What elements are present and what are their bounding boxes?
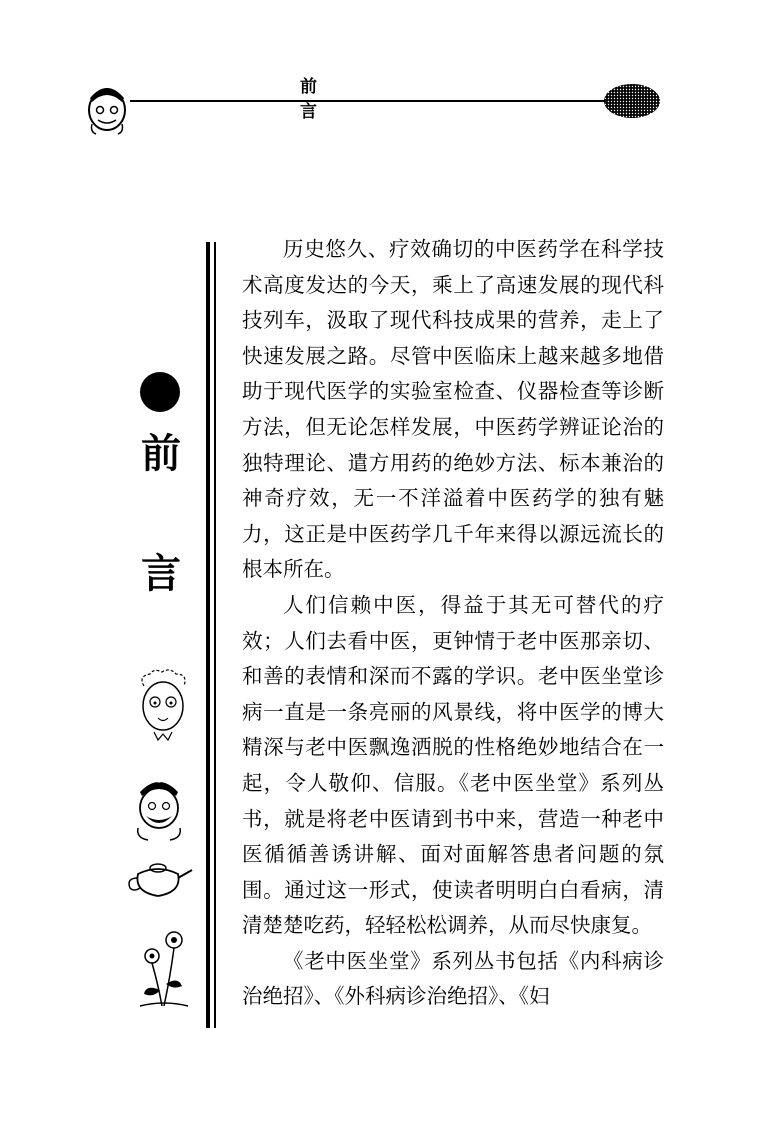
teapot-icon bbox=[124, 854, 194, 902]
preface-body bbox=[242, 232, 664, 1015]
face-sketch-icon bbox=[130, 668, 196, 748]
sidebar-thin-rule bbox=[214, 242, 216, 1028]
body-paragraph: 人们信赖中医，得益于其无可替代的疗效；人们去看中医，更钟情于老中医那亲切、和善的表情和深而不露的学识。老中医坐堂诊病一直是一条亮丽的风景线，将中医学的博大精深与老中医飘逸洒脱的性格绝妙地结合在一起，令人敬仰、信服。《老中医坐堂》系列丛书，就是将老中医请到书中来，营造一种老中医循循善诱讲解、面对面解答患者问题的氛围。通过这一形式，使读者明明白白看病，清清楚楚吃药，轻轻松松调养，从而尽快康复。 bbox=[242, 592, 664, 938]
dotted-ball-icon bbox=[592, 82, 664, 120]
body-paragraph: 历史悠久、疗效确切的中医药学在科学技术高度发达的今天，乘上了高速发展的现代科技列车，汲取了现代科技成果的营养，走上了快速发展之路。尽管中医临床上越来越多地借助于现代医学的实验室检查、仪器检查等诊断方法，但无论怎样发展，中医药学辨证论治的独特理论、遣方用药的绝妙方法、标本兼治的神奇疗效，无一不洋溢着中医药学的独有魅力，这正是中医药学几千年来得以源远流长的根本所在。 bbox=[242, 237, 664, 582]
sidebar-bullet-dot bbox=[140, 372, 180, 412]
doctor-head-icon bbox=[78, 74, 136, 136]
page-header bbox=[0, 0, 777, 140]
flower-icon bbox=[132, 928, 196, 1012]
header-title: 前 言 bbox=[300, 77, 361, 122]
sidebar-thick-rule bbox=[206, 242, 210, 1028]
body-paragraph: 《老中医坐堂》系列丛书包括《内科病诊治绝招》、《外科病诊治绝招》、《妇 bbox=[242, 948, 664, 1009]
sidebar-char-first: 前 bbox=[141, 431, 181, 477]
sidebar-char-second: 言 bbox=[141, 551, 181, 597]
doctor-sketch-icon bbox=[128, 768, 190, 842]
